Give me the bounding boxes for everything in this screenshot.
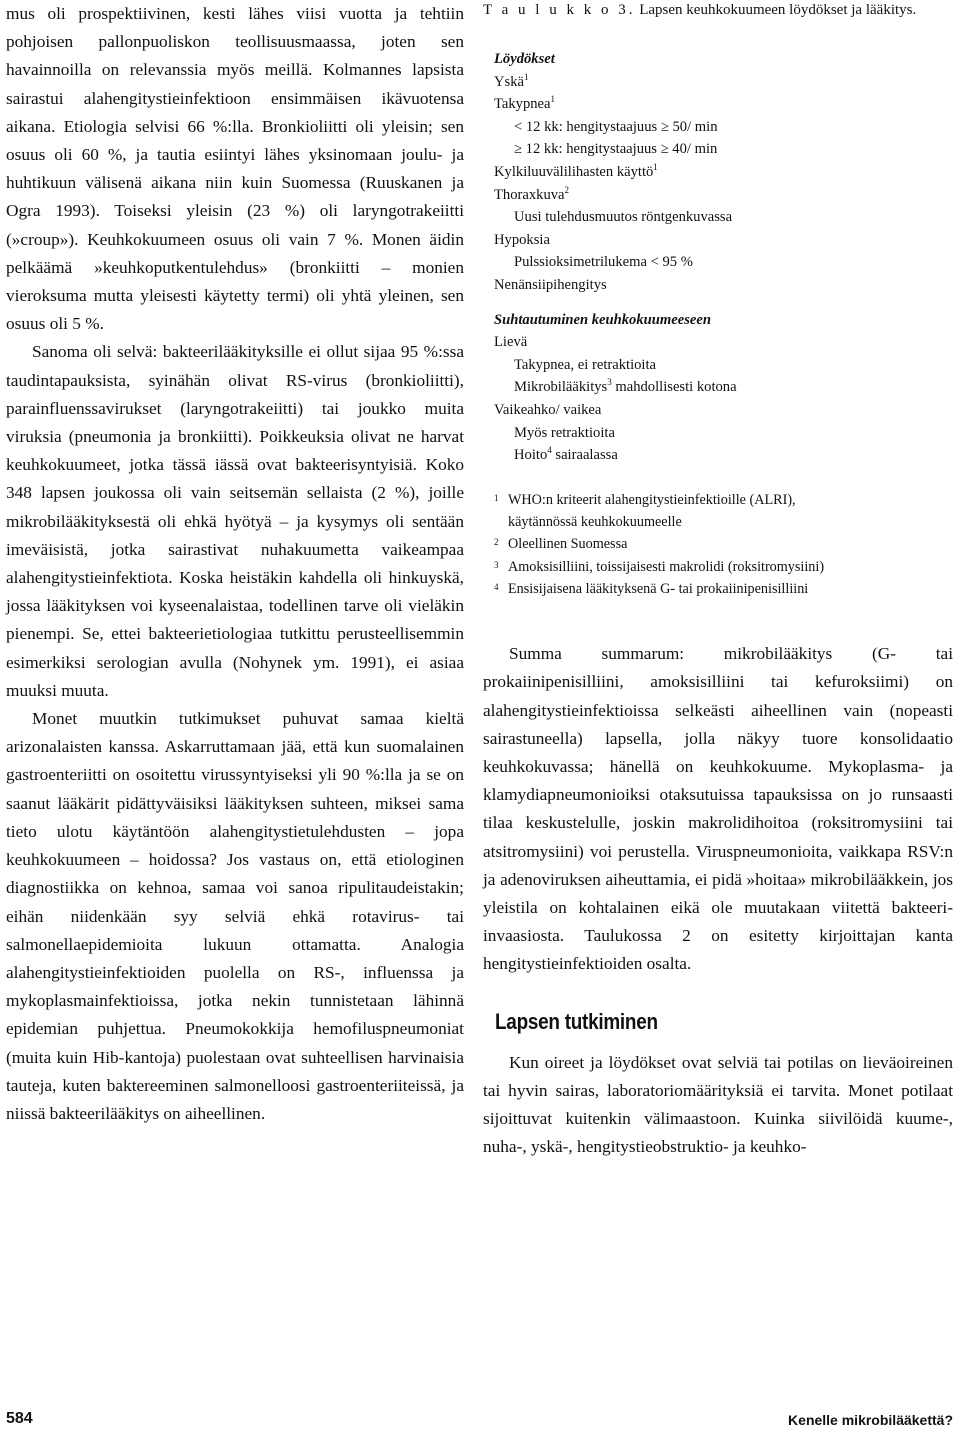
right-column: [483, 0, 953, 1161]
section-body: [483, 1049, 953, 1162]
table-row: Vaikeahko/ vaikea: [494, 401, 602, 418]
table-subrow: ≥ 12 kk: hengitystaajuus ≥ 40/ min: [514, 141, 718, 158]
table-row: Takypnea$^1$: [494, 94, 556, 113]
table-row: Lievä: [494, 334, 528, 351]
table-subrow: Mikrobilääkitys$^3$ mahdollisesti kotona: [514, 377, 737, 396]
table-caption-label: T a u l u k k o 3.: [483, 2, 636, 18]
table-subrow: Myös retraktioita: [514, 424, 615, 441]
table-row: Yskä$^1$: [494, 71, 529, 90]
body-paragraph: Sanoma oli selvä: bakteerilääkityksille ei ollut sijaa 95 %:ssa taudintapauksista, syinähän olivat RS-virus (bronkioliitti), parainfluenssavirukset (laryngotrakeiitti) tai joukko muita viruksia (pneumonia ja bronkiitti). Poikkeuksia olivat ne harvat keuhkokuumeet, jotka tässä iässä ovat bakteerisyntyisiä. Koko 348 lapsen joukossa oli vain seitsemän sellaista (2 %), joille mikrobilääkityksestä oli ehkä hyötyä – ja kysymys oli sentään imeväisistä, jotka sairastivat nuhakuumetta vaikeampaa alahengitystieinfektiota. Koska heistäkin kahdella oli hinkuyskä, jossa lääkityksen voi kyseenalaistaa, todellinen tarve oli vieläkin pienempi. Se, ettei bakteerietiologiaa tutkittu perusteellisemmin esimerkiksi serologian avulla (Nohynek ym. 1991), ei asiaa muuksi muuta.: [6, 342, 464, 700]
table-subrow: Hoito$^4$ sairaalassa: [514, 445, 618, 464]
table-subrow: Takypnea, ei retraktioita: [514, 356, 657, 373]
summary-paragraph: Summa summarum: mikrobilääkitys (G- tai prokaiinipenisilliini, amoksisilliini tai kefuroksiimi) on alahengitystieinfektioissa selkeästi aiheellinen vain (nopeasti sairastuneella) lapsella, jolla näkyy tuore konsolidaatio keuhkokuvassa; hänellä on keuhkokuume. Mykoplasma- ja klamydiapneumonioiksi otaksutuissa tapauksissa on jo runsaasti tilaa keskustelulle, joskin makrolidihoitoa (roksitromysiini tai atsitromysiini) voi perustella. Viruspneumonioita, vaikkapa RSV:n ja adenoviruksen aiheuttamia, ei pidä »hoitaa» mikrobilääkkein, jos yleistila on kohtalainen eikä ole muutakaan viitettä bakteeri-invaasiosta. Taulukossa 2 on esitetty kirjoittajan kanta hengitystieinfektioiden osalta.: [483, 644, 953, 974]
footnote: 3 Amoksisilliini, toissijaisesti makrolidi (roksitromysiini): [494, 558, 825, 575]
footnote: 4 Ensisijaisena lääkityksenä G- tai prokaiinipenisilliini: [494, 580, 809, 597]
footnote: 1 WHO:n kriteerit alahengitystieinfektioille (ALRI), käytännössä keuhkokuumeelle: [494, 491, 796, 530]
page-number: 584: [6, 1410, 33, 1427]
body-paragraph: mus oli prospektiivinen, kesti lähes viisi vuotta ja tehtiin pohjoisen pallonpuoliskon teollisuusmaassa, joten sen havainnoilla on relevanssia myös meillä. Kolmannes lapsista sairastui alahengitystieinfektioon ensimmäisen ikävuotensa aikana. Etiologia selvisi 66 %:lla. Bronkioliitti oli yleisin; sen osuus oli 60 %, ja tautia esiintyi lähes yksinomaan joulu- ja huhtikuun välisenä aikana niin kuin Suomessa (Ruuskanen ja Ogra 1993). Toiseksi yleisin (23 %) oli laryngotrakeiitti (»croup»). Keuhkokuumeen osuus oli vain 7 %. Monen äidin pelkäämä »keuhkoputkentulehdus» (bronkiitti – monien vieroksuma mutta yleisesti käytetty termi) oli yhtä yleinen, sen osuus oli 5 %.: [6, 4, 464, 334]
table-caption-text: Lapsen keuhkokuumeen löydökset ja lääkitys.: [639, 2, 917, 18]
table-section-title: Löydökset: [494, 51, 555, 67]
table-row: Nenänsiipihengitys: [494, 276, 607, 293]
table-caption: [483, 0, 953, 20]
table-section-title: Suhtautuminen keuhkokuumeeseen: [494, 311, 711, 328]
table-row: Hypoksia: [494, 231, 550, 248]
running-title: Kenelle mikrobilääkettä?: [788, 1412, 953, 1428]
table-subrow: Pulssioksimetrilukema < 95 %: [514, 254, 693, 271]
section-heading: Lapsen tutkiminen: [495, 1008, 658, 1034]
footnote: 2 Oleellinen Suomessa: [494, 536, 628, 553]
table-row: Thoraxkuva$^2$: [494, 184, 570, 203]
table-row: Kylkiluuvälilihasten käyttö$^1$: [494, 162, 658, 180]
table-subrow: < 12 kk: hengitystaajuus ≥ 50/ min: [514, 118, 718, 135]
summary-section: [483, 640, 953, 978]
body-paragraph: Kun oireet ja löydökset ovat selviä tai potilas on lieväoireinen tai hyvin sairas, laboratoriomäärityksiä ei tarvita. Monet potilaat sijoittuvat kuitenkin välimaastoon. Kuinka siivilöidä kuume-, nuha-, yskä-, hengitystieobstruktio- ja keuhko-: [483, 1052, 953, 1157]
body-paragraph: Monet muutkin tutkimukset puhuvat samaa kieltä arizonalaisten kanssa. Askarruttamaan jää, että kun suomalainen gastroenteriitti on osoitettu virussyntyiseksi yli 90 %:lla ja se on saanut lääkärit pidättyväisiksi lääkityksen suhteen, miksei sama tieto ulotu käytäntöön alahengitystietulehdusten – jopa keuhkokuumeen – hoidossa? Jos vastaus on, että etiologinen diagnostiikka on kehnoa, samaa voi sanoa ripulitaudeistakin; eihän niidenkään syy selviä ehkä rotavirus- tai salmonellaepidemioita lukuun ottamatta. Analogia alahengitystieinfektioiden puolella on RS-, influenssa ja mykoplasmainfektioissa, jotka nekin tunnistetaan lähinnä epidemian puhjettua. Pneumokokkija hemofiluspneumoniat (muita kuin Hib-kantoja) puolestaan ovat suhteellisen harvinaisia tauteja, kuten baktereeminen salmonelloosi gastroenteriiteissä, ja niissä bakteerilääkitys on aiheellinen.: [6, 709, 464, 1123]
findings-table: [494, 48, 954, 467]
left-column: [6, 0, 464, 1128]
table-subrow: Uusi tulehdusmuutos röntgenkuvassa: [514, 209, 733, 226]
table-footnotes: [494, 489, 954, 600]
